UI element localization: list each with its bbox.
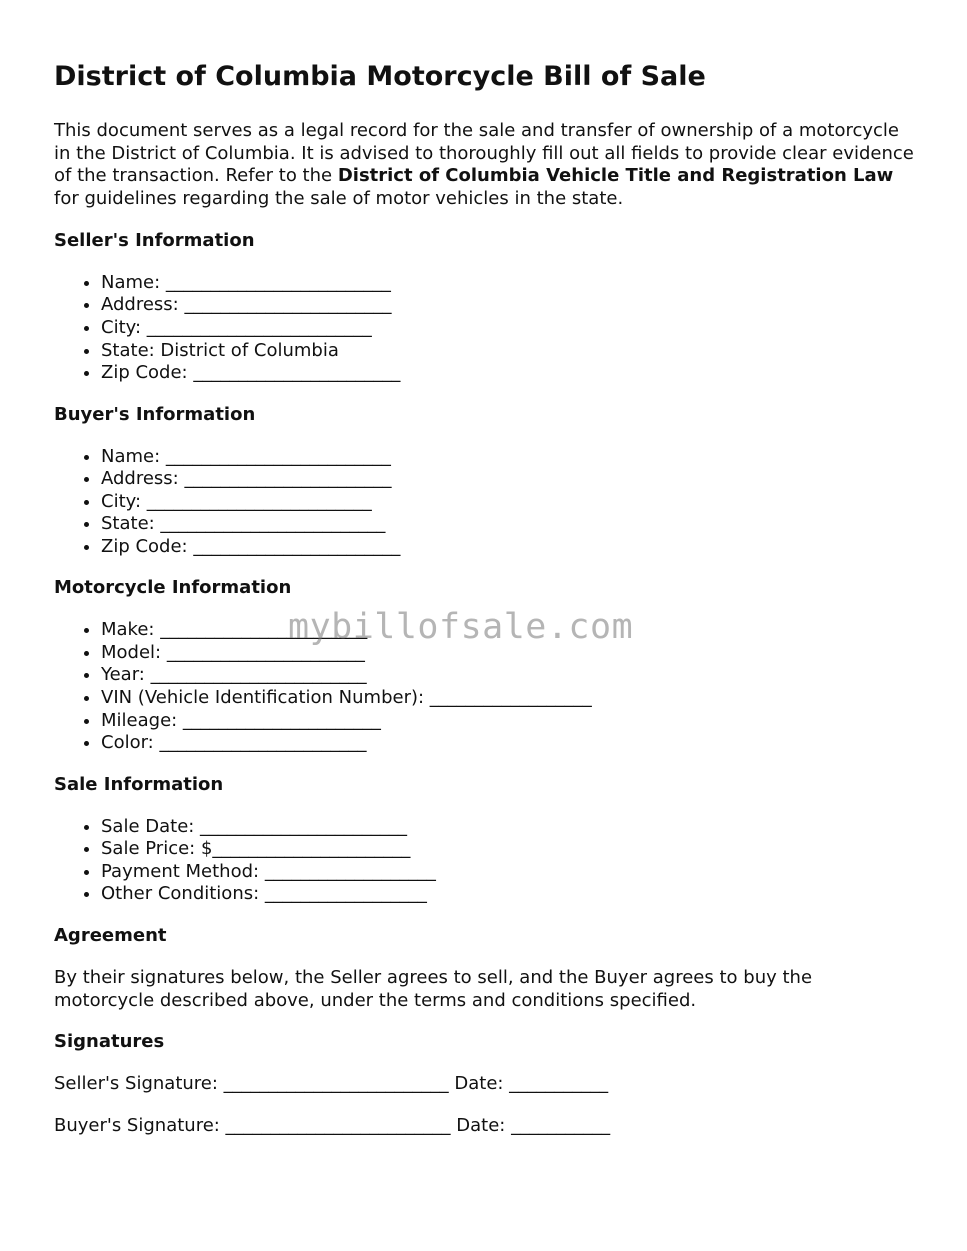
law-reference: District of Columbia Vehicle Title and Registration Law bbox=[337, 165, 894, 187]
buyer-zip-field[interactable]: • Zip Code: _______________________ bbox=[101, 536, 914, 559]
make-field[interactable]: • Make: _______________________ bbox=[101, 619, 914, 642]
seller-signature-line[interactable]: Seller's Signature: _________________________ Date: ___________ bbox=[54, 1073, 609, 1095]
document-title: District of Columbia Motorcycle Bill of Sale bbox=[54, 61, 706, 92]
sale-heading: Sale Information bbox=[54, 773, 224, 795]
buyer-signature-line[interactable]: Buyer's Signature: _________________________ Date: ___________ bbox=[54, 1114, 611, 1136]
seller-city-field[interactable]: • City: _________________________ bbox=[101, 317, 914, 340]
seller-heading: Seller's Information bbox=[54, 229, 255, 251]
buyer-name-field[interactable]: • Name: _________________________ bbox=[101, 446, 914, 469]
sale-date-field[interactable]: • Sale Date: _______________________ bbox=[101, 816, 914, 839]
payment-method-field[interactable]: • Payment Method: ___________________ bbox=[101, 861, 914, 884]
buyer-address-field[interactable]: • Address: _______________________ bbox=[101, 468, 914, 491]
intro-text-start: This document serves as a legal record for the sale and transfer of ownership of a motorcycle in the District of Columbia. It is advised to thoroughly fill out all fields to provide clear evidence of the transaction. Refer to the bbox=[54, 119, 914, 187]
vin-field[interactable]: • VIN (Vehicle Identification Number): __________________ bbox=[101, 687, 914, 710]
mileage-field[interactable]: • Mileage: ______________________ bbox=[101, 710, 914, 733]
buyer-heading: Buyer's Information bbox=[54, 403, 256, 425]
intro-paragraph bbox=[54, 120, 914, 211]
year-field[interactable]: • Year: ________________________ bbox=[101, 664, 914, 687]
seller-info-list bbox=[54, 272, 914, 385]
color-field[interactable]: • Color: _______________________ bbox=[101, 732, 914, 755]
agreement-text: By their signatures below, the Seller agrees to sell, and the Buyer agrees to buy the motorcycle described above, under the terms and conditions specified. bbox=[54, 966, 813, 1011]
motorcycle-info-list bbox=[54, 619, 914, 755]
motorcycle-heading: Motorcycle Information bbox=[54, 577, 292, 599]
seller-name-field[interactable]: • Name: _________________________ bbox=[101, 272, 914, 295]
seller-state-field: • State: District of Columbia bbox=[101, 340, 914, 363]
buyer-state-field[interactable]: • State: _________________________ bbox=[101, 513, 914, 536]
seller-address-field[interactable]: • Address: _______________________ bbox=[101, 294, 914, 317]
buyer-info-list bbox=[54, 446, 914, 559]
intro-text-end: for guidelines regarding the sale of motor vehicles in the state. bbox=[54, 188, 624, 210]
model-field[interactable]: • Model: ______________________ bbox=[101, 642, 914, 665]
buyer-city-field[interactable]: • City: _________________________ bbox=[101, 491, 914, 514]
bill-of-sale-document bbox=[54, 60, 914, 1157]
other-conditions-field[interactable]: • Other Conditions: __________________ bbox=[101, 883, 914, 906]
signatures-heading: Signatures bbox=[54, 1031, 165, 1053]
sale-info-list bbox=[54, 816, 914, 906]
seller-zip-field[interactable]: • Zip Code: _______________________ bbox=[101, 362, 914, 385]
watermark: mybillofsale.com bbox=[288, 607, 634, 647]
sale-price-field[interactable]: • Sale Price: $______________________ bbox=[101, 838, 914, 861]
agreement-heading: Agreement bbox=[54, 925, 167, 946]
